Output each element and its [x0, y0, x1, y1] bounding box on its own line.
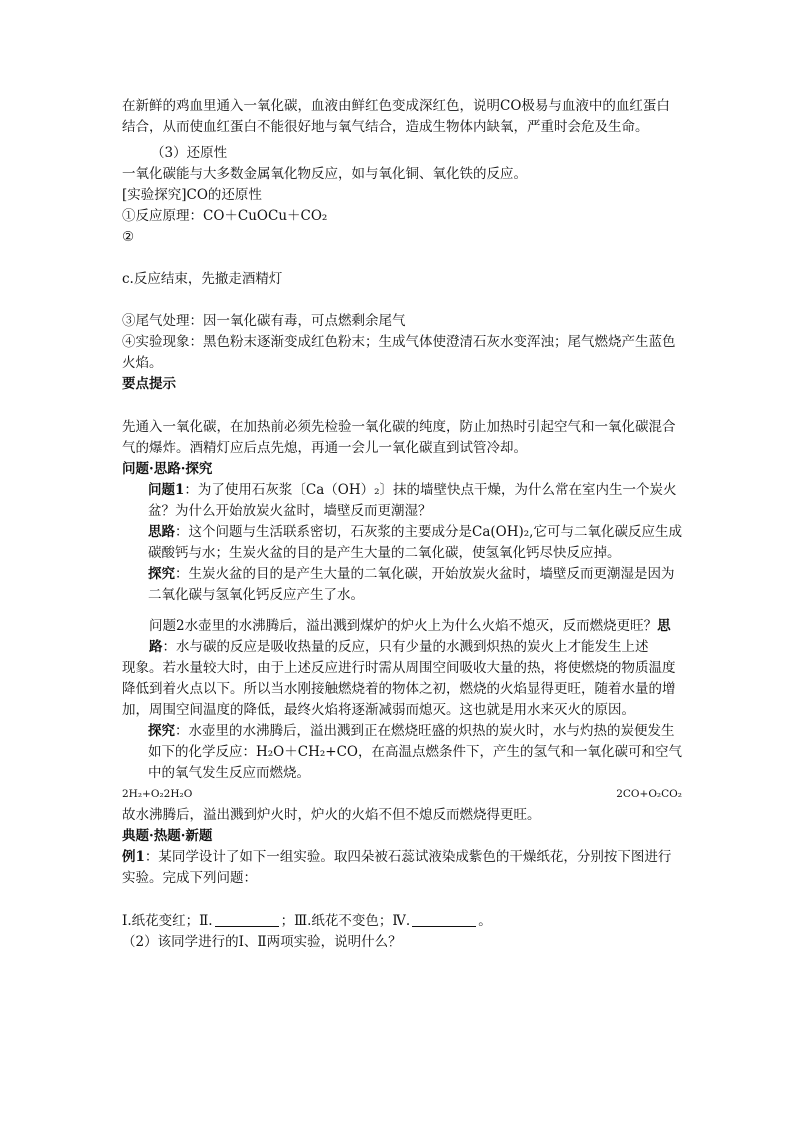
fill-text-2: ；Ⅲ.纸花不变色；Ⅳ.: [280, 913, 411, 929]
example-1-label: 例1: [122, 849, 145, 865]
step-c: c.反应结束，先撤走酒精灯: [122, 271, 283, 287]
equation-row: [122, 784, 682, 805]
figure-placeholder: [122, 889, 682, 911]
answer-blank-4[interactable]: [412, 912, 476, 927]
key-points-paragraph: 先通入一氧化碳，在加热前必须先检验一氧化碳的纯度，防止加热时引起空气和一氧化碳混合气的爆炸。酒精灯应后点先熄，再通一会儿一氧化碳直到试管冷却。: [122, 419, 676, 456]
empty-line: [122, 248, 682, 269]
example-1: [122, 847, 682, 889]
tail-gas-treatment: ③尾气处理：因一氧化碳有毒，可点燃剩余尾气: [122, 313, 406, 329]
section-heading-key-points: 要点提示: [122, 376, 176, 392]
explore-2-text: ：水壶里的水沸腾后，溢出溅到正在燃烧旺盛的炽热的炭火时，水与灼热的炭便发生如下的化学反应：H₂O＋CH₂+CO，在高温点燃条件下，产生的氢气和一氧化碳可和空气中的氧气发生反应而燃烧。: [148, 723, 682, 781]
question-1-text: ：为了使用石灰浆〔Ca（OH）₂〕抹的墙壁快点干燥，为什么常在室内生一个炭火盆？为什么开始放炭火盆时，墙壁反而更潮湿？: [148, 482, 677, 519]
phenomenon-paragraph: 现象。若水量较大时，由于上述反应进行时需从周围空间吸收大量的热，将使燃烧的物质温度降低到着火点以下。所以当水刚接触燃烧着的物体之初，燃烧的火焰显得更旺，随着水量的增加，周围空间温度的降低，最终火焰将逐渐减弱而熄灭。这也就是用水来灭火的原因。: [122, 660, 676, 718]
experiment-title: [实验探究]CO的还原性: [122, 187, 262, 203]
explore-1-text: ：生炭火盆的目的是产生大量的二氧化碳，开始放炭火盆时，墙壁反而更潮湿是因为二氧化碳与氢氧化钙反应产生了水。: [148, 566, 675, 603]
section-heading-questions: 问题·思路·探究: [122, 461, 213, 477]
equation-hydrogen: 2H₂+O₂2H₂O: [122, 788, 193, 800]
thought-1-label: 思路: [148, 524, 175, 540]
thought-1: [122, 522, 682, 564]
explore-2-label: 探究: [148, 723, 175, 739]
explore-1: [122, 564, 682, 606]
question-2-text: 问题2水壶里的水沸腾后，溢出溅到煤炉的炉火上为什么火焰不熄灭，反而燃烧更旺？: [149, 618, 658, 634]
thought-1-text: ：这个问题与生活联系密切，石灰浆的主要成分是Ca(OH)₂,它可与二氧化碳反应生成碳酸钙与水；生炭火盆的目的是产生大量的二氧化碳，使氢氧化钙尽快反应掉。: [148, 524, 682, 561]
question-1-label: 问题1: [148, 482, 185, 498]
thought-2-label: 思路: [149, 618, 671, 655]
fill-in-line: [122, 911, 682, 932]
fill-text-3: 。: [478, 913, 492, 929]
equation-carbon-monoxide: 2CO+O₂CO₂: [616, 788, 682, 800]
paragraph-co-blood: 在新鲜的鸡血里通入一氧化碳，血液由鲜红色变成深红色，说明CO极易与血液中的血红蛋白结合，从而使血红蛋白不能很好地与氧气结合，造成生物体内缺氧，严重时会危及生命。: [122, 98, 670, 135]
paragraph-metal-oxides: 一氧化碳能与大多数金属氧化物反应，如与氧化铜、氧化铁的反应。: [122, 166, 527, 182]
reaction-principle: ①反应原理：CO＋CuOCu＋CO₂: [122, 208, 328, 224]
document-body: [122, 96, 682, 953]
empty-line: [122, 290, 682, 311]
section-heading-examples: 典题·热题·新题: [122, 828, 213, 844]
thought-2-text: ：水与碳的反应是吸收热量的反应，只有少量的水溅到炽热的炭火上才能发生上述: [162, 639, 649, 655]
fill-text-1: Ⅰ.纸花变红；Ⅱ.: [122, 913, 213, 929]
explore-2: [122, 721, 682, 784]
heading-reducibility: （3）还原性: [151, 145, 228, 161]
question-2-part: （2）该同学进行的Ⅰ、Ⅱ两项实验，说明什么？: [122, 934, 402, 950]
conclusion-line: 故水沸腾后，溢出溅到炉火时，炉火的火焰不但不熄反而燃烧得更旺。: [122, 807, 541, 823]
explore-1-label: 探究: [148, 566, 175, 582]
answer-blank-2[interactable]: [215, 912, 279, 927]
question-1: [122, 480, 682, 522]
experiment-phenomenon: ④实验现象：黑色粉末逐渐变成红色粉末；生成气体使澄清石灰水变浑浊；尾气燃烧产生蓝色火焰。: [122, 334, 676, 371]
step-2-label: ②: [122, 229, 135, 245]
example-1-text: ：某同学设计了如下一组实验。取四朵被石蕊试液染成紫色的干燥纸花，分别按下图进行实验。完成下列问题：: [122, 849, 672, 886]
question-2: [122, 616, 682, 658]
